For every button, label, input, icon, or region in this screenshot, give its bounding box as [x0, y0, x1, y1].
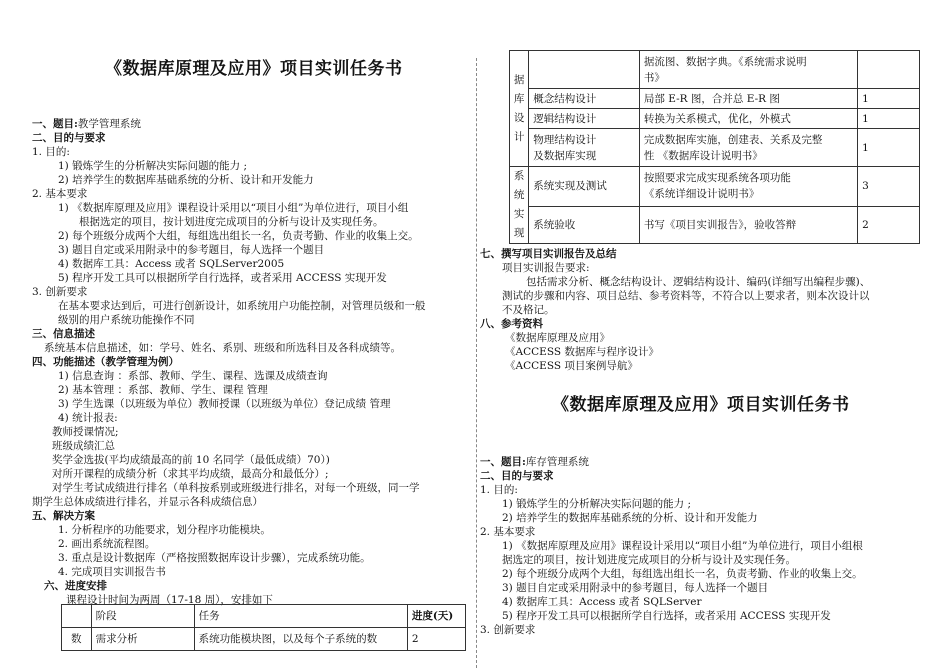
table-cell [858, 51, 920, 89]
doc1-stat-line: 对学生考试成绩进行排名（单科按系别或班级进行排名，对每一个班级，同一学 [52, 482, 420, 494]
doc1-func-item: 1) 信息查询 ：系部、教师、学生、课程、选课及成绩查询 [58, 370, 328, 382]
column-divider [476, 58, 477, 668]
doc2-req-item: 5) 程序开发工具可以根据所学自行选择，或者采用 ACCESS 实现开发 [502, 610, 831, 622]
doc2-title: 《数据库原理及应用》项目实训任务书 [552, 395, 850, 415]
doc1-req-item: 根据选定的项目，按计划进度完成项目的分析与设计及实现任务。 [79, 216, 384, 228]
doc1-stat-line: 教师授课情况; [52, 426, 119, 438]
table-cell [62, 605, 92, 628]
table-cell: 概念结构设计 [529, 89, 640, 109]
doc1-stat-line: 对所开课程的成绩分析（求其平均成绩，最高分和最低分）; [52, 468, 329, 480]
table-cell: 转换为关系模式，优化，外模式 [639, 109, 857, 129]
table-cell: 1 [858, 109, 920, 129]
doc1-func-item: 2) 基本管理 ：系部、教师、学生、课程 管理 [58, 384, 268, 396]
doc1-sol-item: 1. 分析程序的功能要求，划分程序功能模块。 [58, 524, 271, 536]
doc2-s1-label: 一、题目: [480, 456, 526, 468]
s7-label: 七、撰写项目实训报告及总结 [480, 248, 617, 260]
table-row [510, 129, 920, 167]
doc1-req-item: 5) 程序开发工具可以根据所学自行选择，或者采用 ACCESS 实现开发 [58, 272, 387, 284]
doc2-req-item: 4) 数据库工具：Access 或者 SQLServer [502, 596, 702, 608]
doc1-sol-item: 4. 完成项目实训报告书 [58, 566, 166, 578]
doc1-s2-label: 二、目的与要求 [32, 132, 106, 144]
doc2-req-item: 3) 题目自定或采用附录中的参考题目，每人选择一个题目 [502, 582, 769, 594]
doc1-stat-line: 班级成绩汇总 [52, 440, 115, 452]
stage-cell-implementation: 系 统 实 现 [510, 167, 529, 244]
table-cell: 2 [407, 628, 465, 651]
doc1-req-item: 4) 数据库工具：Access 或者 SQLServer2005 [58, 258, 285, 270]
table-cell: 系统功能模块图，以及每个子系统的数 [194, 628, 407, 651]
doc1-innov-line: 级别的用户系统功能操作不同 [58, 314, 195, 326]
doc1-s1-label: 一、题目: [32, 118, 78, 130]
table-cell: 书写《项目实训报告》，验收答辩 [639, 206, 857, 243]
doc2-s2-label: 二、目的与要求 [480, 470, 554, 482]
schedule-table-part2 [509, 50, 920, 244]
doc1-req-item: 1) 《数据库原理及应用》课程设计采用以“项目小组”为单位进行，项目小组 [58, 202, 409, 214]
doc2-req-label: 2. 基本要求 [480, 526, 536, 538]
s7-sub: 项目实训报告要求: [502, 262, 590, 274]
doc1-func-item: 4) 统计报表: [58, 412, 118, 424]
doc1-s6-label: 六、进度安排 [44, 580, 107, 592]
s7-line: 测试的步骤和内容、项目总结、参考资料等，不符合以上要求者，则本次设计以 [502, 290, 870, 302]
table-cell: 3 [858, 167, 920, 207]
table-cell: 局部 E-R 图，合并总 E-R 图 [639, 89, 857, 109]
doc1-sol-item: 3. 重点是设计数据库（严格按照数据库设计步骤），完成系统功能。 [58, 552, 371, 564]
table-header: 进度(天) [407, 605, 465, 628]
doc1-req-item: 3) 题目自定或采用附录中的参考题目，每人选择一个题目 [58, 244, 325, 256]
doc1-goal-label: 1. 目的: [32, 146, 70, 158]
doc1-s5-label: 五、解决方案 [32, 510, 95, 522]
doc1-goal-item: 2) 培养学生的数据库基础系统的分析、设计和开发能力 [58, 174, 314, 186]
doc1-func-item: 3) 学生选课（以班级为单位）教师授课（以班级为单位）登记成绩 管理 [58, 398, 391, 410]
table-row [510, 89, 920, 109]
table-row [62, 628, 466, 651]
doc2-goal-item: 2) 培养学生的数据库基础系统的分析、设计和开发能力 [502, 512, 758, 524]
doc2-s1-value: 库存管理系统 [525, 456, 589, 468]
doc1-s6-text: 课程设计时间为两周（17-18 周），安排如下 [66, 594, 273, 606]
doc1-title: 《数据库原理及应用》项目实训任务书 [105, 59, 403, 79]
doc1-stat-line: 奖学金选拔(平均成绩最高的前 10 名同学（最低成绩）70）) [52, 454, 330, 466]
doc1-req-label: 2. 基本要求 [32, 188, 88, 200]
s7-line: 不及格记。 [502, 304, 555, 316]
table-cell: 系统实现及测试 [529, 167, 640, 207]
table-cell: 完成数据库实施，创建表、关系及完整 性 《数据库设计说明书》 [639, 129, 857, 167]
table-cell: 据流图、数据字典。《系统需求说明 书》 [639, 51, 857, 89]
table-cell: 按照要求完成实现系统各项功能 《系统详细设计说明书》 [639, 167, 857, 207]
ref-item: 《数据库原理及应用》 [505, 332, 610, 344]
doc1-section-1 [32, 117, 141, 131]
ref-item: 《ACCESS 数据库与程序设计》 [505, 346, 659, 358]
table-row [510, 206, 920, 243]
ref-item: 《ACCESS 项目案例导航》 [505, 360, 638, 372]
table-header: 阶段 [91, 605, 194, 628]
doc2-req-item: 1) 《数据库原理及应用》课程设计采用以“项目小组”为单位进行，项目小组根 [502, 540, 863, 552]
table-cell [529, 51, 640, 89]
table-header-row [62, 605, 466, 628]
table-row [510, 51, 920, 89]
doc1-s3-label: 三、信息描述 [32, 328, 95, 340]
s8-label: 八、参考资料 [480, 318, 543, 330]
doc2-goal-item: 1) 锻炼学生的分析解决实际问题的能力 ; [502, 498, 691, 510]
doc2-req-item: 据选定的项目，按计划进度完成项目的分析与设计及实现任务。 [502, 554, 796, 566]
s7-line: 包括需求分析、概念结构设计、逻辑结构设计、编码(详细写出编程步骤)、 [526, 276, 871, 288]
doc1-sol-item: 2. 画出系统流程图。 [58, 538, 156, 550]
doc2-innov-label: 3. 创新要求 [480, 624, 536, 636]
table-cell: 1 [858, 129, 920, 167]
table-cell: 1 [858, 89, 920, 109]
table-row [510, 167, 920, 207]
doc2-req-item: 2) 每个班级分成两个大组，每组选出组长一名，负责考勤、作业的收集上交。 [502, 568, 863, 580]
doc1-innov-line: 在基本要求达到后，可进行创新设计，如系统用户功能控制，对管理员级和一般 [58, 300, 426, 312]
table-cell: 逻辑结构设计 [529, 109, 640, 129]
table-cell: 物理结构设计 及数据库实现 [529, 129, 640, 167]
doc1-req-item: 2) 每个班级分成两个大组，每组选出组长一名，负责考勤、作业的收集上交。 [58, 230, 419, 242]
stage-cell-db-design: 据 库 设 计 [510, 51, 529, 167]
table-cell: 数 [62, 628, 92, 651]
table-row [510, 109, 920, 129]
doc1-goal-item: 1) 锻炼学生的分析解决实际问题的能力 ; [58, 160, 247, 172]
doc1-s4-label: 四、功能描述（教学管理为例） [32, 356, 179, 368]
table-cell: 需求分析 [91, 628, 194, 651]
doc1-innov-label: 3. 创新要求 [32, 286, 88, 298]
doc1-stat-line: 期学生总体成绩进行排名，并显示各科成绩信息） [32, 496, 263, 508]
table-cell: 系统验收 [529, 206, 640, 243]
doc2-section-1 [480, 455, 589, 469]
doc1-s3-text: 系统基本信息描述，如：学号、姓名、系别、班级和所选科目及各科成绩等。 [44, 342, 401, 354]
doc2-goal-label: 1. 目的: [480, 484, 518, 496]
table-cell: 2 [858, 206, 920, 243]
doc1-s1-value: 教学管理系统 [77, 118, 141, 130]
table-header: 任务 [194, 605, 407, 628]
schedule-table-part1 [61, 604, 466, 651]
